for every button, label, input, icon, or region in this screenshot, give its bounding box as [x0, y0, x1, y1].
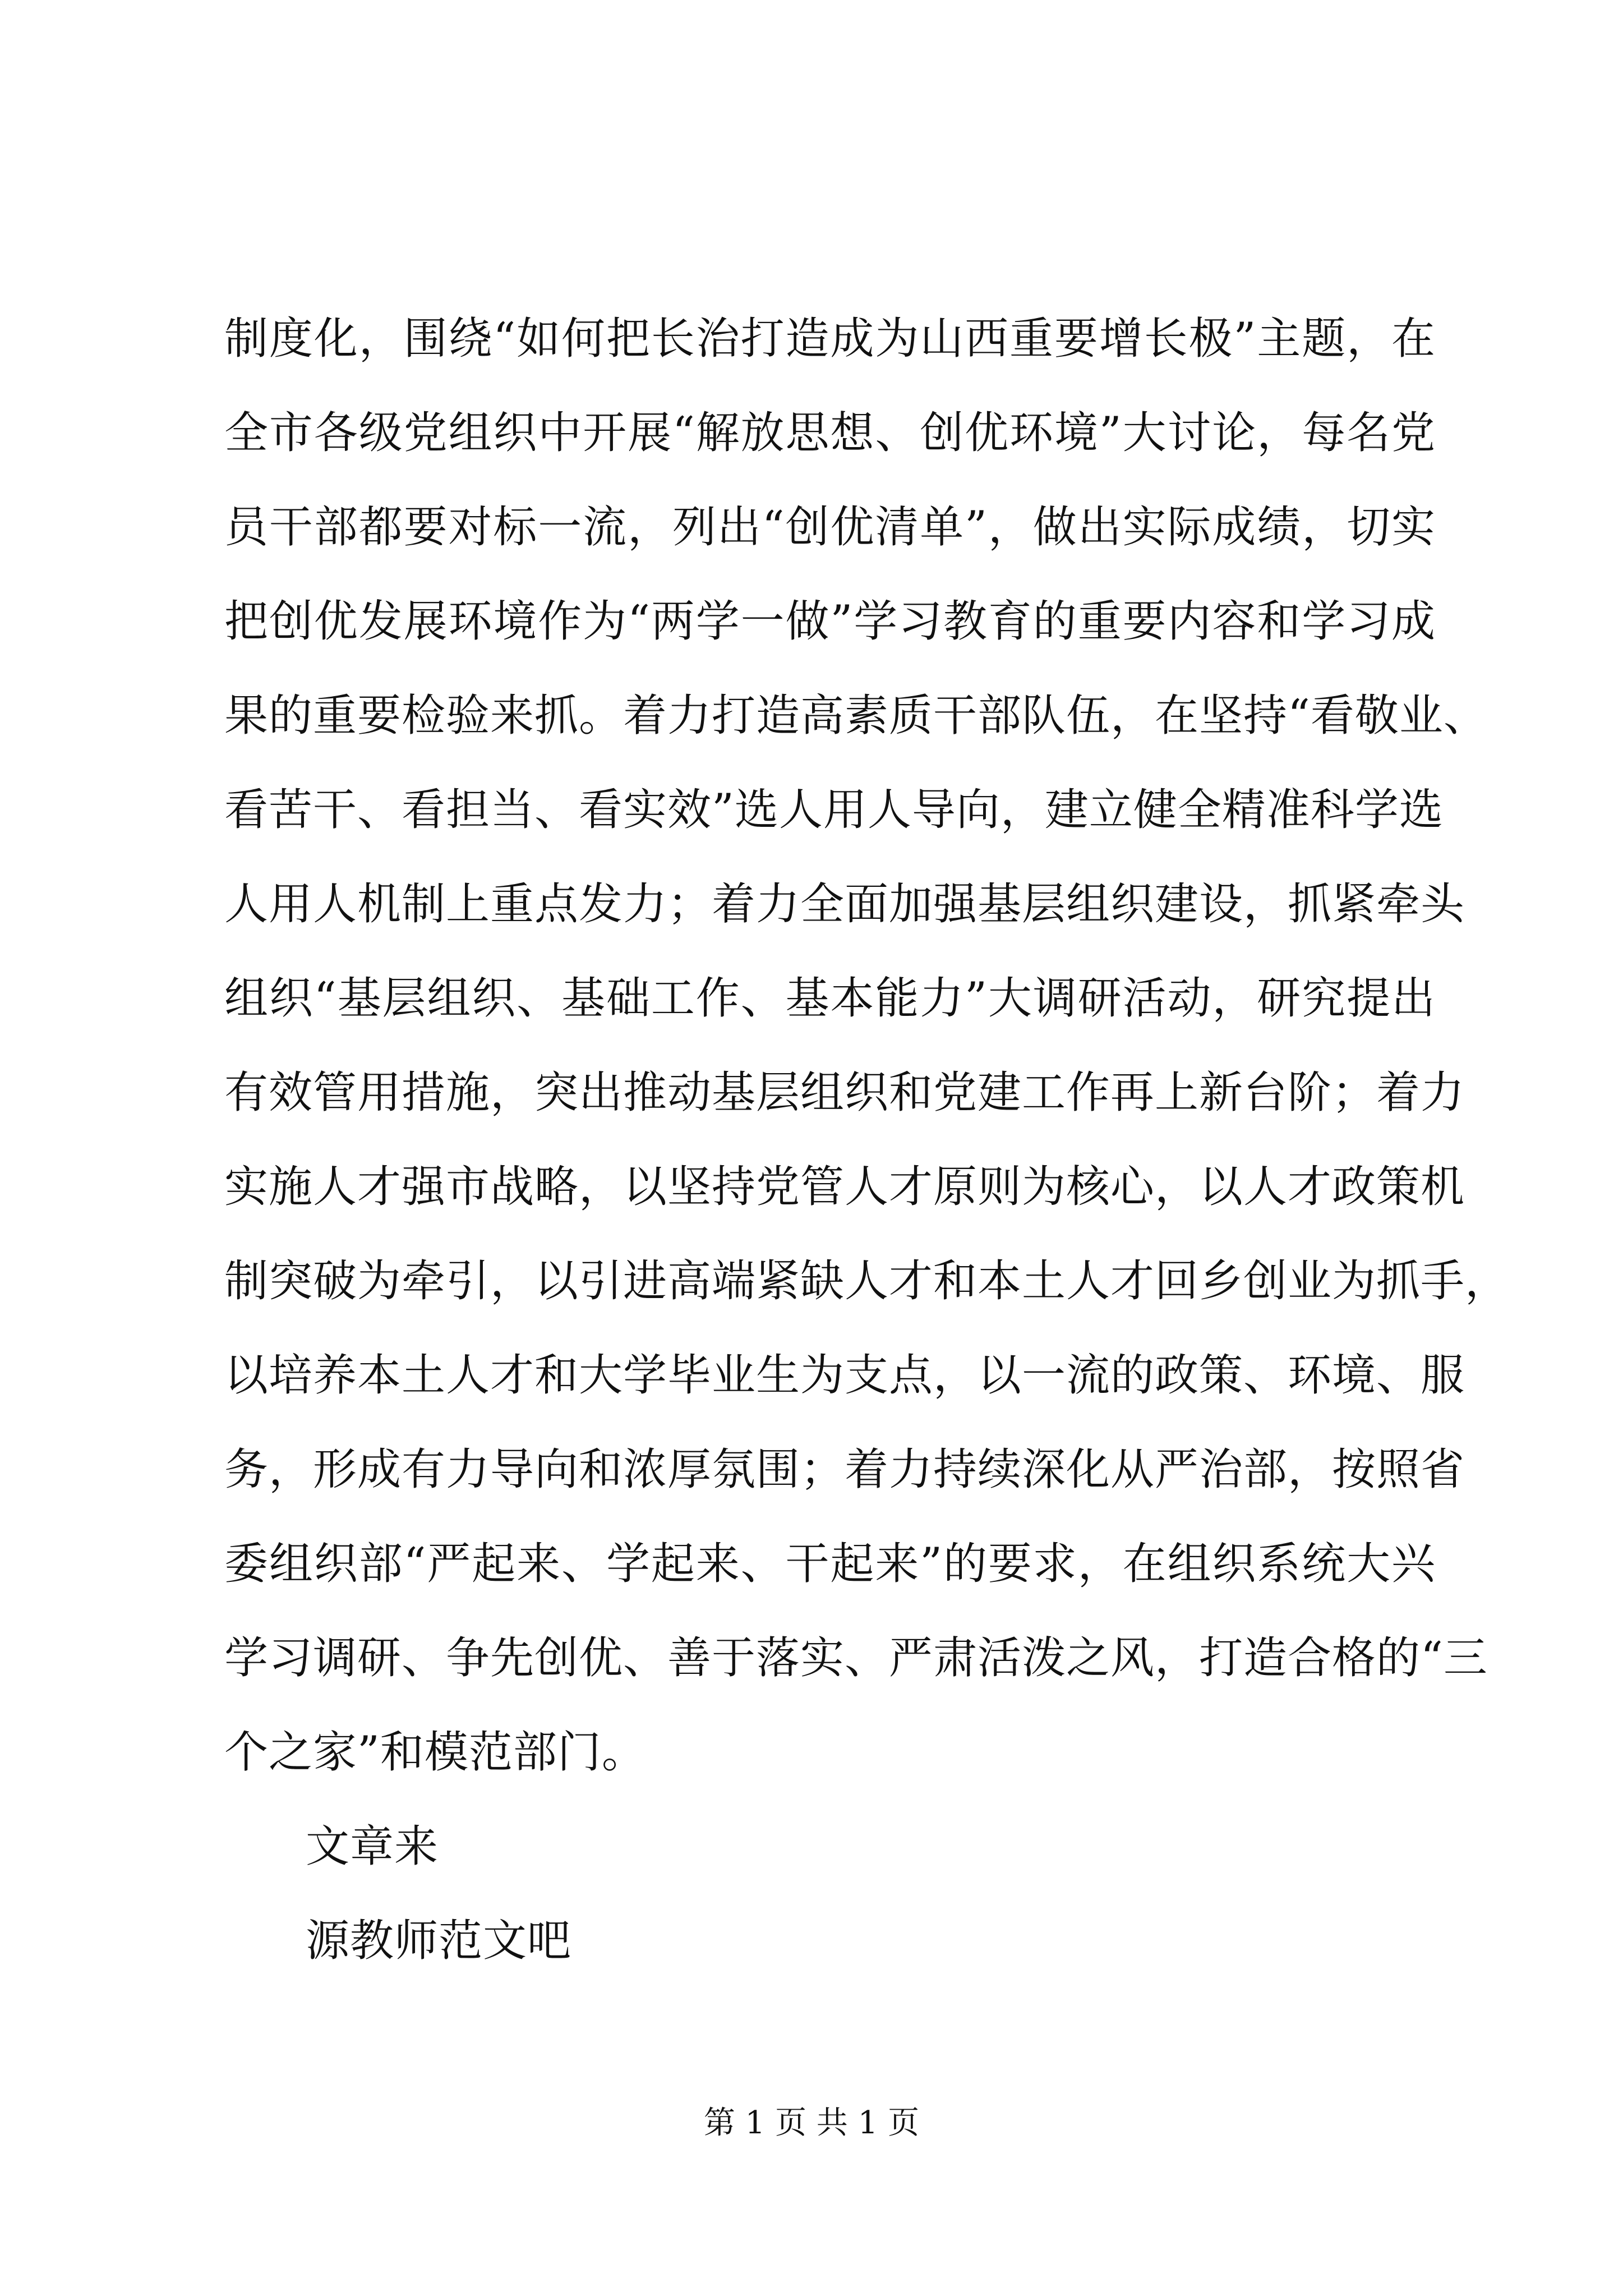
source-line: 文章来 [306, 1821, 439, 1872]
paragraph-line: 把创优发展环境作为“两学一做”学习教育的重要内容和学习成 [224, 596, 1436, 647]
paragraph-line: 学习调研、争先创优、善于落实、严肃活泼之风，打造合格的“三 [224, 1633, 1488, 1683]
paragraph-line: 以培养本土人才和大学毕业生为支点，以一流的政策、环境、服 [224, 1350, 1465, 1401]
paragraph-line: 制突破为牵引，以引进高端紧缺人才和本土人才回乡创业为抓手， [224, 1256, 1510, 1306]
paragraph-line: 有效管用措施，突出推动基层组织和党建工作再上新台阶；着力 [224, 1068, 1465, 1118]
document-body [224, 292, 1510, 1988]
paragraph-line: 果的重要检验来抓。着力打造高素质干部队伍，在坚持“看敬业、 [224, 691, 1488, 741]
paragraph-line: 务，形成有力导向和浓厚氛围；着力持续深化从严治部，按照省 [224, 1444, 1465, 1495]
paragraph-line: 员干部都要对标一流，列出“创优清单”，做出实际成绩，切实 [224, 502, 1436, 553]
paragraph-line: 个之家”和模范部门。 [224, 1727, 646, 1778]
paragraph-line: 制度化，围绕“如何把长治打造成为山西重要增长极”主题，在 [224, 314, 1436, 364]
paragraph-line: 看苦干、看担当、看实效”选人用人导向，建立健全精准科学选 [224, 785, 1444, 835]
page-footer: 第 1 页 共 1 页 [703, 2105, 920, 2141]
paragraph-line: 委组织部“严起来、学起来、干起来”的要求，在组织系统大兴 [224, 1539, 1436, 1589]
paragraph-line: 人用人机制上重点发力；着力全面加强基层组织建设，抓紧牵头 [224, 879, 1465, 930]
paragraph-line: 实施人才强市战略，以坚持党管人才原则为核心，以人才政策机 [224, 1162, 1465, 1212]
paragraph-line: 全市各级党组织中开展“解放思想、创优环境”大讨论，每名党 [224, 408, 1436, 458]
paragraph-line: 组织“基层组织、基础工作、基本能力”大调研活动，研究提出 [224, 973, 1436, 1024]
source-line: 源教师范文吧 [306, 1916, 572, 1966]
